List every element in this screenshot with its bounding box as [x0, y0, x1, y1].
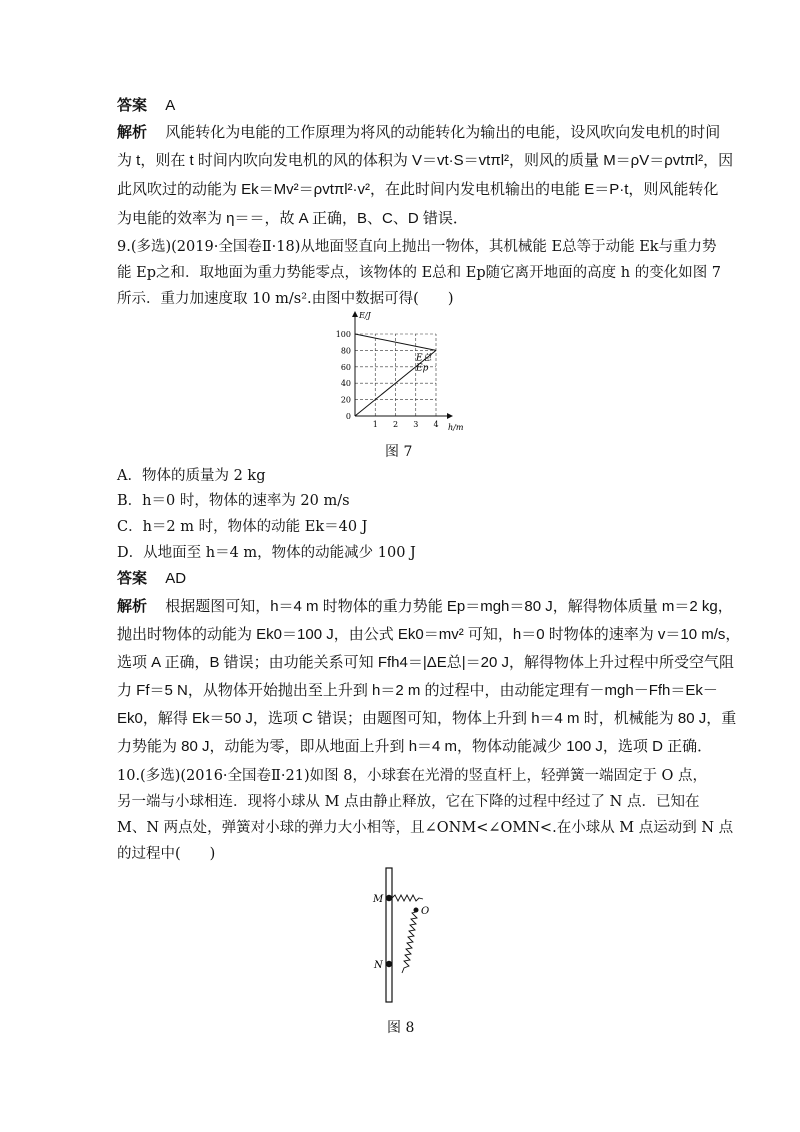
y-axis-label: E/J	[359, 311, 371, 320]
spring-at-n	[402, 912, 417, 973]
x-tick-label: 3	[413, 420, 419, 429]
question-10-line: M、N 两点处，弹簧对小球的弹力大小相等，且∠ONM<∠OMN<.在小球从 M 点运动到 N 点	[117, 820, 734, 836]
question-10-line: 的过程中( )	[117, 846, 216, 862]
analysis-line	[117, 123, 721, 143]
spring-at-m	[392, 895, 423, 901]
y-tick-label: 40	[340, 379, 351, 389]
analysis-line: 力 Ff＝5 N，从物体开始抛出至上升到 h＝2 m 的过程中，由动能定理有－mgh－Ffh＝Ek－	[117, 682, 718, 699]
label-o: O	[421, 906, 430, 917]
question-9-line: 所示．重力加速度取 10 m/s².由图中数据可得( )	[117, 291, 454, 307]
y-tick-label: 80	[340, 346, 351, 356]
analysis-line: 力势能为 80 J，动能为零，即从地面上升到 h＝4 m，物体动能减少 100 J，选项 D 正确．	[117, 738, 713, 755]
option-b: B．h＝0 时，物体的速率为 20 m/s	[117, 493, 350, 509]
analysis-label: 解析	[117, 598, 148, 615]
y-tick-label: 60	[340, 362, 351, 372]
analysis-line: Ek0，解得 Ek＝50 J，选项 C 错误；由题图可知，物体上升到 h＝4 m 时，机械能为 80 J，重	[117, 710, 737, 727]
analysis-line	[117, 597, 733, 617]
series-line	[355, 334, 436, 350]
question-10-line: 10.(多选)(2016·全国卷Ⅱ·21)如图 8，小球套在光滑的竖直杆上，轻弹簧一端固定于 O 点，	[117, 768, 708, 784]
question-10-line: 另一端与小球相连．现将小球从 M 点由静止释放，它在下降的过程中经过了 N 点．已知在	[117, 794, 700, 810]
answer-value: AD	[165, 570, 187, 587]
question-9-line: 9.(多选)(2019·全国卷Ⅱ·18)从地面竖直向上抛出一物体，其机械能 E总等于动能 Ek与重力势	[117, 239, 717, 255]
figure-7-chart	[325, 308, 485, 436]
ball-at-m	[386, 895, 392, 901]
analysis-text: 风能转化为电能的工作原理为将风的动能转化为输出的电能，设风吹向发电机的时间	[165, 124, 721, 141]
series-label: Ep	[416, 363, 429, 374]
origin-label: 0	[345, 412, 351, 421]
figure-8-caption: 图 8	[387, 1020, 415, 1036]
analysis-line: 此风吹过的动能为 Ek＝Mv²＝ρvtπl²·v²，在此时间内发电机输出的电能 E＝P·t，则风能转化	[117, 181, 719, 198]
label-n: N	[374, 960, 383, 971]
answer-label: 答案	[117, 570, 148, 587]
x-tick-label: 2	[393, 420, 399, 429]
ball-at-n	[386, 961, 392, 967]
analysis-text: 根据题图可知，h＝4 m 时物体的重力势能 Ep＝mgh＝80 J，解得物体质量 m＝2 kg，	[165, 598, 733, 615]
option-d: D．从地面至 h＝4 m，物体的动能减少 100 J	[117, 545, 416, 561]
label-m: M	[373, 894, 384, 905]
question-9-line: 能 Ep之和．取地面为重力势能零点，该物体的 E总和 Ep随它离开地面的高度 h 的变化如图 7	[117, 265, 722, 281]
vertical-rod	[386, 868, 392, 1002]
analysis-line: 为 t，则在 t 时间内吹向发电机的风的体积为 V＝vt·S＝vtπl²，则风的质量 M＝ρV＝ρvtπl²，因	[117, 152, 734, 169]
y-tick-label: 100	[335, 330, 351, 339]
x-tick-label: 4	[433, 420, 439, 429]
figure-8-diagram	[360, 866, 440, 1006]
answer-line-1	[117, 96, 687, 116]
figure-7-caption: 图 7	[385, 444, 413, 460]
y-tick-label: 20	[340, 395, 351, 405]
x-tick-label: 1	[372, 420, 378, 429]
analysis-line: 为电能的效率为 η＝＝，故 A 正确，B、C、D 错误．	[117, 210, 468, 227]
x-axis-label: h/m	[448, 423, 464, 432]
analysis-line: 抛出时物体的动能为 Ek0＝100 J，由公式 Ek0＝mv² 可知，h＝0 时物体的速率为 v＝10 m/s，	[117, 626, 741, 643]
option-c: C．h＝2 m 时，物体的动能 Ek＝40 J	[117, 519, 368, 535]
answer-line-2	[117, 569, 687, 589]
answer-label: 答案	[117, 97, 148, 114]
analysis-label: 解析	[117, 124, 148, 141]
option-a: A．物体的质量为 2 kg	[117, 468, 266, 484]
answer-value: A	[165, 97, 176, 114]
series-label: E总	[416, 353, 432, 364]
analysis-line: 选项 A 正确，B 错误；由功能关系可知 Ffh4＝|ΔE总|＝20 J，解得物体上升过程中所受空气阻	[117, 654, 735, 671]
fixed-point-o	[414, 908, 419, 913]
